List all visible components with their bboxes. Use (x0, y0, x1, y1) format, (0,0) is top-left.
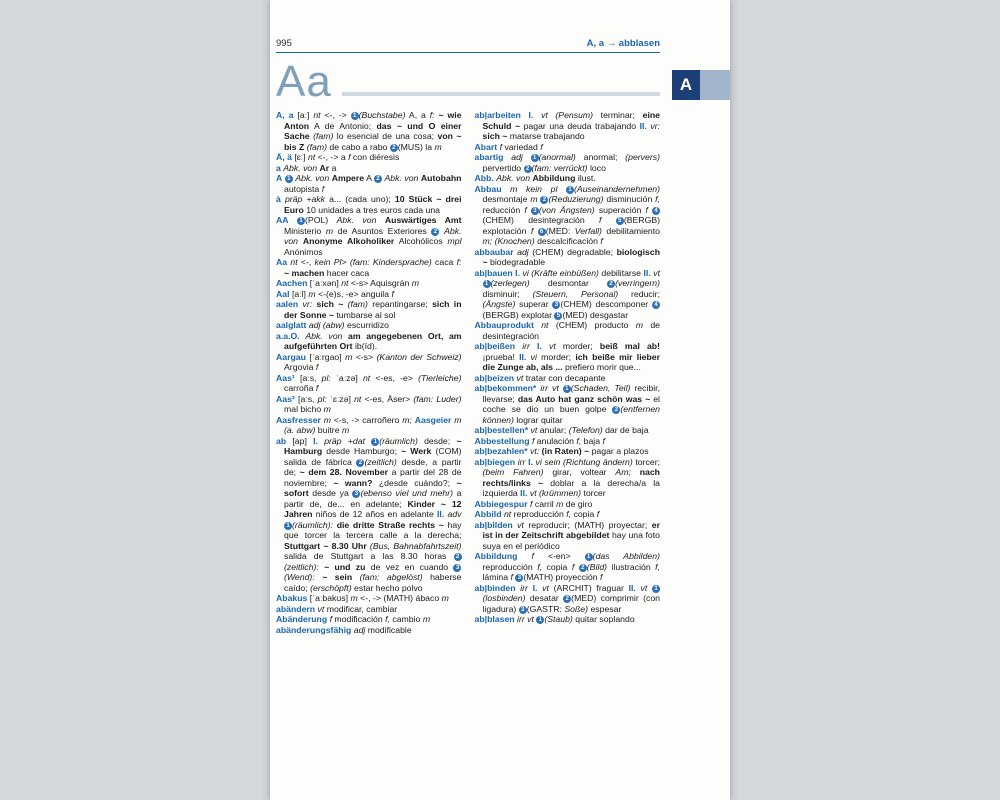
dictionary-entry: Aachen [ˈaːxən] nt <-s> Aquisgrán m (276, 278, 419, 288)
dictionary-entry: Abb. Abk. von Abbildung ilust. (474, 173, 596, 183)
dictionary-entry: ab|binden irr I. vt (ARCHIT) fraguar II. vt 1(losbinden) desatar 2 (MED) comprimir (con ligadura) 3 (GASTR: Soße) espesar (474, 582, 660, 614)
headword: à (276, 194, 281, 204)
headword: ab (276, 435, 287, 446)
headword: Abbestellung (474, 435, 530, 446)
headword: Abbiegespur (474, 498, 528, 509)
dictionary-entry: Abbildung f <-en> 1 (das Abbilden) reproducción f, copia f 2 (Bild) ilustración f, lámina f 3 (MATH) proyección f (474, 551, 660, 582)
dictionary-entry: Abbauprodukt nt (CHEM) producto m de desintegración (474, 320, 660, 341)
dictionary-page (270, 0, 730, 800)
headword: ab|arbeiten (474, 110, 521, 120)
headword: Abbauprodukt (474, 320, 534, 330)
headword: abändern (276, 603, 316, 614)
section-letter-row (276, 57, 660, 106)
dictionary-entry: Ä, ä [ɛː] nt <-, -> a f con diéresis (276, 152, 400, 162)
dictionary-entry: aalglatt adj (abw) escurridizo (276, 320, 389, 330)
headword: AA (276, 215, 289, 225)
dictionary-entry: ab|beizen vt tratar con decapante (474, 372, 606, 383)
headword: a (276, 162, 281, 173)
headword: aalen (276, 299, 299, 309)
headword: Aa (276, 257, 288, 267)
headword: ab|bekommen* (474, 383, 537, 393)
dictionary-entry: ab|blasen irr vt 1 (Staub) quitar soplando (474, 614, 635, 624)
headword: A (276, 173, 283, 183)
dictionary-entry: Abbestellung f anulación f, baja f (474, 435, 605, 446)
headword: ab|bestellen* (474, 425, 529, 435)
column-left (276, 110, 462, 635)
headword: Aal (276, 288, 290, 299)
headword: Abbau (474, 183, 502, 194)
dictionary-entry: Aa nt <-, kein Pl> (fam: Kindersprache) caca f: ~ machen hacer caca (276, 257, 462, 278)
headword: Aasfresser (276, 414, 321, 425)
dictionary-entry: ab|beißen irr I. vt morder; beiß mal ab! ¡prueba! II. vi morder; ich beiße mir lieber die Zunge ab, als ... prefiero morir que... (474, 341, 661, 372)
page-content (270, 0, 660, 635)
headword: Abakus (276, 593, 308, 603)
dictionary-entry: Aas² [aːs, pl: ˈɛːzə] nt <-es, Äser> (fam: Luder) mal bicho m (276, 393, 462, 414)
dictionary-entry: abänderungsfähig adj modificable (276, 624, 412, 635)
dictionary-entry: ab|bauen I. vi (Kräfte einbüßen) debilitarse II. vt 1 (zerlegen) desmontar 2 (verringern) disminuir; (Steuern, Personal) reducir; (Ängste) superar 3 (CHEM) descomponer 4(BERGB) explotar 5 (MED) desgastar (474, 267, 661, 320)
headword: abänderungsfähig (276, 624, 352, 635)
headword: Abart (474, 141, 498, 152)
headword: Ä, ä (276, 152, 292, 162)
dictionary-entry: Abart f variedad f (474, 141, 543, 152)
dictionary-entry: ab|bekommen* irr vt 1 (Schaden, Teil) recibir, llevarse; das Auto hat ganz schön was ~ el coche se dio un buen golpe 2 (entfernen können) lograr quitar (474, 383, 660, 425)
headword: abbaubar (474, 246, 514, 257)
dictionary-entry: ab|arbeiten I. vt (Pensum) terminar; eine Schuld ~ pagar una deuda trabajando II. vr: sich ~ matarse trabajando (474, 110, 661, 141)
headword: A, a (276, 110, 294, 120)
headword: aalglatt (276, 320, 307, 330)
dictionary-entry: Abänderung f modificación f, cambio m (276, 614, 431, 624)
dictionary-entry: ab|biegen irr I. vi sein (Richtung ändern) torcer; (beim Fahren) girar, voltear Am; nach rechts/links ~ doblar a la derecha/a la izquierda II. vt (krümmen) torcer (474, 456, 661, 498)
dictionary-entry: A 1 Abk. von Ampere A 2 Abk. von Autobahn autopista f (276, 173, 462, 194)
dictionary-entry: abändern vt modificar, cambiar (276, 603, 398, 614)
guide-words: A, a → abblasen (586, 38, 660, 49)
headword: Aas² (276, 393, 295, 404)
thumb-tab-extension (700, 70, 730, 100)
dictionary-entry: Aasfresser m <-s, -> carroñero m; Aasgeier m (a. abw) buitre m (276, 414, 462, 435)
text-columns (276, 110, 660, 635)
headword: ab|binden (474, 582, 516, 593)
dictionary-entry: AA 1 (POL) Abk. von Auswärtiges Amt Ministerio m de Asuntos Exteriores 2 Abk. von Anonyme Alkoholiker Alcohólicos mpl Anónimos (276, 215, 462, 257)
headword: abartig (474, 152, 504, 162)
headword: Abbildung (474, 551, 518, 561)
dictionary-entry: Aal [aːl] m <-(e)s, -e> anguila f (276, 288, 394, 299)
headword: ab|bauen (474, 267, 513, 278)
dictionary-entry: ab|bilden vt reproducir; (MATH) proyectar; er ist in der Zeitschrift abgebildet hay una foto suya en el periódico (474, 519, 660, 551)
headword: ab|bilden (474, 519, 513, 530)
dictionary-entry: à präp +akk a... (cada uno); 10 Stück ~ drei Euro 10 unidades a tres euros cada una (276, 194, 462, 215)
headword: Aachen (276, 278, 308, 288)
headword: Abb. (474, 173, 494, 183)
headword: Abänderung (276, 614, 328, 624)
dictionary-entry: ab|bezahlen* vt: (in Raten) ~ pagar a plazos (474, 446, 649, 456)
page-header (276, 38, 660, 49)
dictionary-entry: abbaubar adj (CHEM) degradable; biologisch ~ biodegradable (474, 246, 660, 267)
headword: Abbild (474, 509, 502, 519)
page-number: 995 (276, 38, 292, 49)
headword: Aargau (276, 351, 306, 362)
headword: Aas¹ (276, 372, 295, 383)
thumb-index-tab (672, 70, 730, 100)
column-right (475, 110, 661, 635)
dictionary-entry: Abbau m kein pl 1 (Auseinandernehmen) desmontaje m 2 (Reduzierung) disminución f, reducción f 3 (von Ängsten) superación f 4(CHEM) desintegración f 5 (BERGB) explotación f 6 (MED: Verfall) debilitamiento m; (Knochen) descalcificación f (474, 183, 661, 246)
thumb-tab-letter (672, 70, 700, 100)
dictionary-entry: abartig adj 1 (anormal) anormal; (pervers) pervertido 2 (fam: verrückt) loco (474, 152, 660, 173)
dictionary-entry: Abbiegespur f carril m de giro (474, 498, 593, 509)
dictionary-entry: Abbild nt reproducción f, copia f (474, 509, 600, 519)
section-letter-bar (342, 92, 660, 96)
headword: ab|beißen (474, 341, 516, 351)
headword: ab|blasen (474, 614, 515, 624)
dictionary-entry: a Abk. von Ar a (276, 162, 337, 173)
thumb-tab-letter-text: A (679, 75, 693, 94)
headword: ab|beizen (474, 372, 515, 383)
headword: ab|bezahlen* (474, 446, 528, 456)
dictionary-entry: ab [ap] I. präp +dat 1 (räumlich) desde; ~ Hamburg desde Hamburgo; ~ Werk (COM) salida de fábrica 2 (zeitlich) desde, a partir de; ~ dem 28. November a partir del 28 de noviembre; ~ wann? ¿desde cuándo?; ~ sofort desde ya 3 (ebenso viel und mehr) a partir de, de... en adelante; Kinder ~ 12 Jahren niños de 12 años en adelante II. adv 1 (räumlich): die dritte Straße rechts ~ hay que torcer la tercera calle a la derecha; Stuttgart ~ 8.30 Uhr (Bus, Bahnabfahrtszeit) salida de Stuttgart a las 8.30 horas 2(zeitlich): ~ und zu de vez en cuando 3(Wend): ~ sein (fam: abgelöst) haberse caído; (erschöpft) estar hecho polvo (276, 435, 462, 593)
dictionary-entry: Aas¹ [aːs, pl: ˈaːzə] nt <-es, -e> (Tierleiche) carroña f (276, 372, 462, 393)
header-rule (276, 52, 660, 53)
dictionary-entry: a.a.O. Abk. von am angegebenen Ort, am aufgeführten Ort ib(íd). (276, 330, 462, 351)
dictionary-entry: ab|bestellen* vt anular; (Telefon) dar de baja (474, 425, 649, 435)
headword: ab|biegen (474, 456, 516, 467)
headword: a.a.O. (276, 330, 300, 341)
dictionary-entry: A, a [aː] nt <-, -> 1 (Buchstabe) A, a f: ~ wie Anton A de Antonio; das ~ und O einer Sache (fam) lo esencial de una cosa; von ~ bis Z (fam) de cabo a rabo 2 (MUS) la m (276, 110, 462, 152)
dictionary-entry: Aargau [ˈaːrgao] m <-s> (Kanton der Schweiz) Argovia f (276, 351, 462, 372)
dictionary-entry: Abakus [ˈaːbakʊs] m <-, -> (MATH) ábaco m (276, 593, 449, 603)
section-letter: Aa (276, 57, 332, 106)
dictionary-entry: aalen vr: sich ~ (fam) repantingarse; sich in der Sonne ~ tumbarse al sol (276, 299, 462, 320)
